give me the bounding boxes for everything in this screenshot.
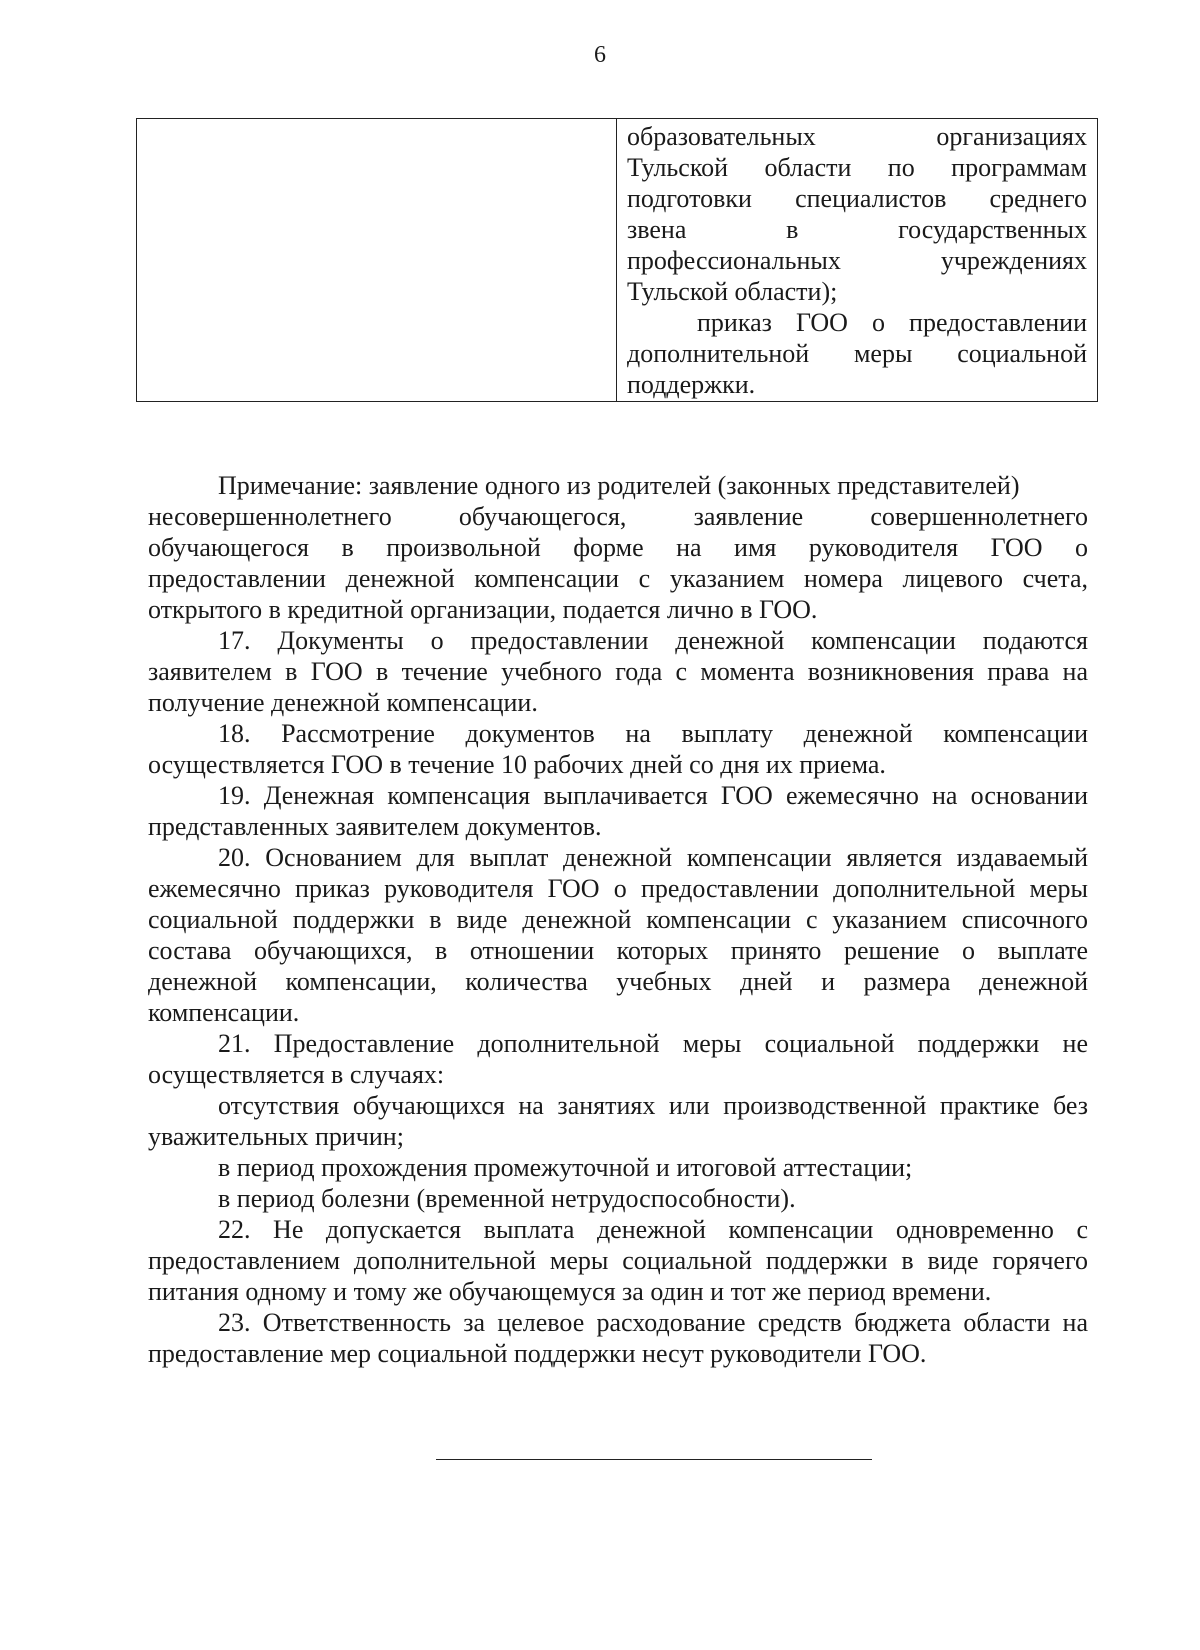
- table-cell-line: профессиональных учреждениях: [627, 246, 1087, 275]
- text-line: заявителем в ГОО в течение учебного года с момента возникновения права на: [148, 657, 1088, 686]
- paragraph-23: [148, 1307, 1088, 1369]
- text-line: социальной поддержки в виде денежной компенсации с указанием списочного: [148, 905, 1088, 934]
- text-line: 17. Документы о предоставлении денежной компенсации подаются: [218, 626, 1088, 655]
- text-line: открытого в кредитной организации, подается лично в ГОО.: [148, 595, 818, 624]
- text-line: обучающегося в произвольной форме на имя руководителя ГОО о: [148, 533, 1088, 562]
- text-line: состава обучающихся, в отношении которых принято решение о выплате: [148, 936, 1088, 965]
- document-body: [148, 470, 1088, 1369]
- paragraph-21-item-1: [148, 1090, 1088, 1152]
- text-line: в период прохождения промежуточной и итоговой аттестации;: [218, 1153, 913, 1182]
- paragraph-22: [148, 1214, 1088, 1307]
- table-cell-line: звена в государственных: [627, 215, 1087, 244]
- text-line: 21. Предоставление дополнительной меры социальной поддержки не: [218, 1029, 1088, 1058]
- text-line: 19. Денежная компенсация выплачивается ГОО ежемесячно на основании: [218, 781, 1088, 810]
- table-cell-line: поддержки.: [627, 370, 756, 399]
- paragraph-19: [148, 780, 1088, 842]
- text-line: Примечание: заявление одного из родителей (законных представителей): [218, 471, 1020, 500]
- note-paragraph: [148, 470, 1088, 625]
- document-table: [136, 118, 1098, 402]
- table-cell-line: приказ ГОО о предоставлении: [697, 308, 1087, 337]
- text-line: питания одному и тому же обучающемуся за один и тот же период времени.: [148, 1277, 992, 1306]
- text-line: 18. Рассмотрение документов на выплату денежной компенсации: [218, 719, 1088, 748]
- text-line: осуществляется ГОО в течение 10 рабочих дней со дня их приема.: [148, 750, 886, 779]
- table-cell-line: подготовки специалистов среднего: [627, 184, 1087, 213]
- page-number: 6: [594, 42, 606, 68]
- text-line: 22. Не допускается выплата денежной компенсации одновременно с: [218, 1215, 1088, 1244]
- text-line: предоставлении денежной компенсации с указанием номера лицевого счета,: [148, 564, 1088, 593]
- text-line: осуществляется в случаях:: [148, 1060, 445, 1089]
- text-line: предоставление мер социальной поддержки несут руководители ГОО.: [148, 1339, 927, 1368]
- text-line: отсутствия обучающихся на занятиях или производственной практике без: [218, 1091, 1088, 1120]
- table-cell-line: Тульской области по программам: [627, 153, 1087, 182]
- paragraph-21-item-3: [148, 1183, 1088, 1214]
- paragraph-21-item-2: [148, 1152, 1088, 1183]
- text-line: в период болезни (временной нетрудоспособности).: [218, 1184, 796, 1213]
- text-line: несовершеннолетнего обучающегося, заявление совершеннолетнего: [148, 502, 1088, 531]
- table-cell-line: дополнительной меры социальной: [627, 339, 1087, 368]
- table-cell-right: [617, 119, 1097, 401]
- text-line: 20. Основанием для выплат денежной компенсации является издаваемый: [218, 843, 1088, 872]
- text-line: предоставлением дополнительной меры социальной поддержки в виде горячего: [148, 1246, 1088, 1275]
- paragraph-21: [148, 1028, 1088, 1090]
- paragraph-18: [148, 718, 1088, 780]
- text-line: ежемесячно приказ руководителя ГОО о предоставлении дополнительной меры: [148, 874, 1088, 903]
- text-line: уважительных причин;: [148, 1122, 404, 1151]
- paragraph-17: [148, 625, 1088, 718]
- text-line: получение денежной компенсации.: [148, 688, 538, 717]
- table-cell-line: образовательных организациях: [627, 122, 1087, 151]
- text-line: компенсации.: [148, 998, 300, 1027]
- table-cell-line: Тульской области);: [627, 277, 838, 306]
- table-cell-left: [137, 119, 617, 401]
- text-line: денежной компенсации, количества учебных дней и размера денежной: [148, 967, 1088, 996]
- text-line: представленных заявителем документов.: [148, 812, 602, 841]
- paragraph-20: [148, 842, 1088, 1028]
- text-line: 23. Ответственность за целевое расходование средств бюджета области на: [218, 1308, 1088, 1337]
- end-divider: [436, 1459, 872, 1460]
